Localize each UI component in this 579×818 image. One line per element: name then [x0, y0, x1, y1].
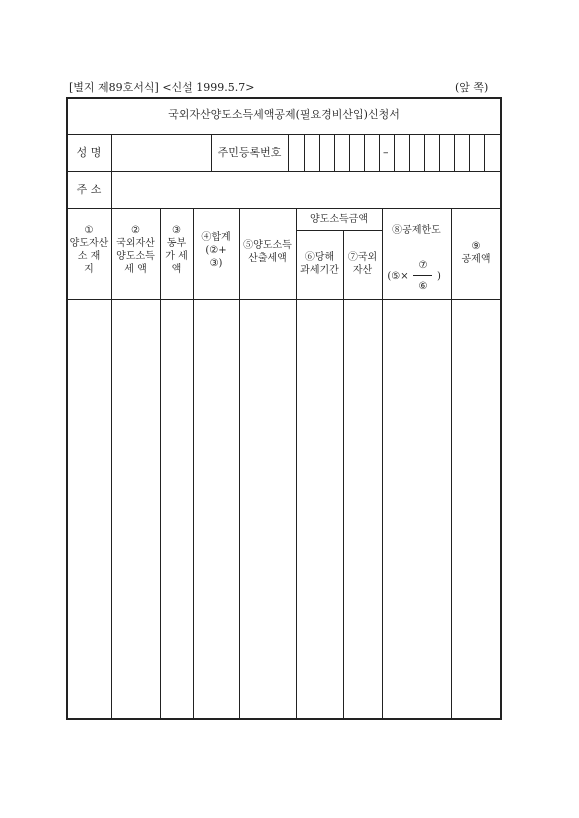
- col8-label: ⑧공제한도: [392, 225, 441, 236]
- address-label: 주 소: [76, 183, 102, 196]
- col8-formula-open: (⑤×: [387, 271, 409, 282]
- col3-header: [160, 224, 193, 276]
- col-divider: [160, 208, 161, 719]
- col9-label: 공제액: [461, 254, 491, 265]
- rrn-cell: [319, 134, 320, 171]
- col-divider: [111, 134, 112, 208]
- col-divider: [288, 134, 289, 171]
- col1-header: [67, 224, 111, 276]
- col3-number: ③: [172, 225, 181, 236]
- row-divider: [67, 299, 501, 300]
- col1-label: 양도자산 소 재 지: [69, 238, 109, 275]
- form-title: 국외자산양도소득세액공제(필요경비산입)신청서: [168, 108, 400, 121]
- rrn-cell: [469, 134, 470, 171]
- page-side-label: (앞 쪽): [455, 81, 489, 94]
- col6-label: ⑥당해 과세기간: [300, 252, 339, 276]
- form-table: [66, 97, 502, 720]
- col5-label: ⑤양도소득 산출세액: [243, 240, 292, 264]
- rrn-cell: [439, 134, 440, 171]
- rrn-cell: [484, 134, 485, 171]
- group-divider: [296, 230, 382, 231]
- col8-numerator: ⑦: [418, 260, 428, 271]
- rrn-dash: –: [383, 146, 389, 159]
- col-divider: [382, 208, 383, 719]
- col-divider: [111, 208, 112, 719]
- rrn-cell: [454, 134, 455, 171]
- col8-denominator: ⑥: [418, 281, 428, 292]
- col4-label: ④합계 (②+ ③): [201, 232, 231, 269]
- rrn-cell: [304, 134, 305, 171]
- rrn-cell: [409, 134, 410, 171]
- col2-label: 국외자산 양도소득 세 액: [116, 238, 155, 275]
- rrn-cell: [349, 134, 350, 171]
- col1-number: ①: [84, 225, 94, 236]
- col2-header: [111, 224, 160, 276]
- name-label: 성 명: [76, 146, 102, 159]
- col2-number: ②: [131, 225, 140, 236]
- col9-number: ⑨: [471, 241, 481, 252]
- col-divider: [296, 208, 297, 719]
- col-divider: [239, 208, 240, 719]
- col9-header: [451, 240, 501, 266]
- col-divider: [193, 208, 194, 719]
- rrn-cell: [379, 134, 380, 171]
- row-divider: [67, 171, 501, 172]
- col3-label: 동부 가 세 액: [165, 238, 188, 275]
- income-group-label: 양도소득금액: [310, 214, 368, 225]
- rrn-cell: [424, 134, 425, 171]
- rrn-cell: [394, 134, 395, 171]
- form-number: [별지 제89호서식] <신설 1999.5.7>: [69, 81, 255, 94]
- rrn-label: 주민등록번호: [217, 146, 282, 159]
- row-divider: [67, 208, 501, 209]
- col8-formula-close: ): [437, 271, 441, 282]
- col-divider: [343, 230, 344, 719]
- rrn-cell: [364, 134, 365, 171]
- rrn-cell: [334, 134, 335, 171]
- col-divider: [451, 208, 452, 719]
- col7-label: ⑦국외 자산: [347, 252, 378, 276]
- row-divider: [67, 134, 501, 135]
- fraction-bar: [413, 275, 432, 276]
